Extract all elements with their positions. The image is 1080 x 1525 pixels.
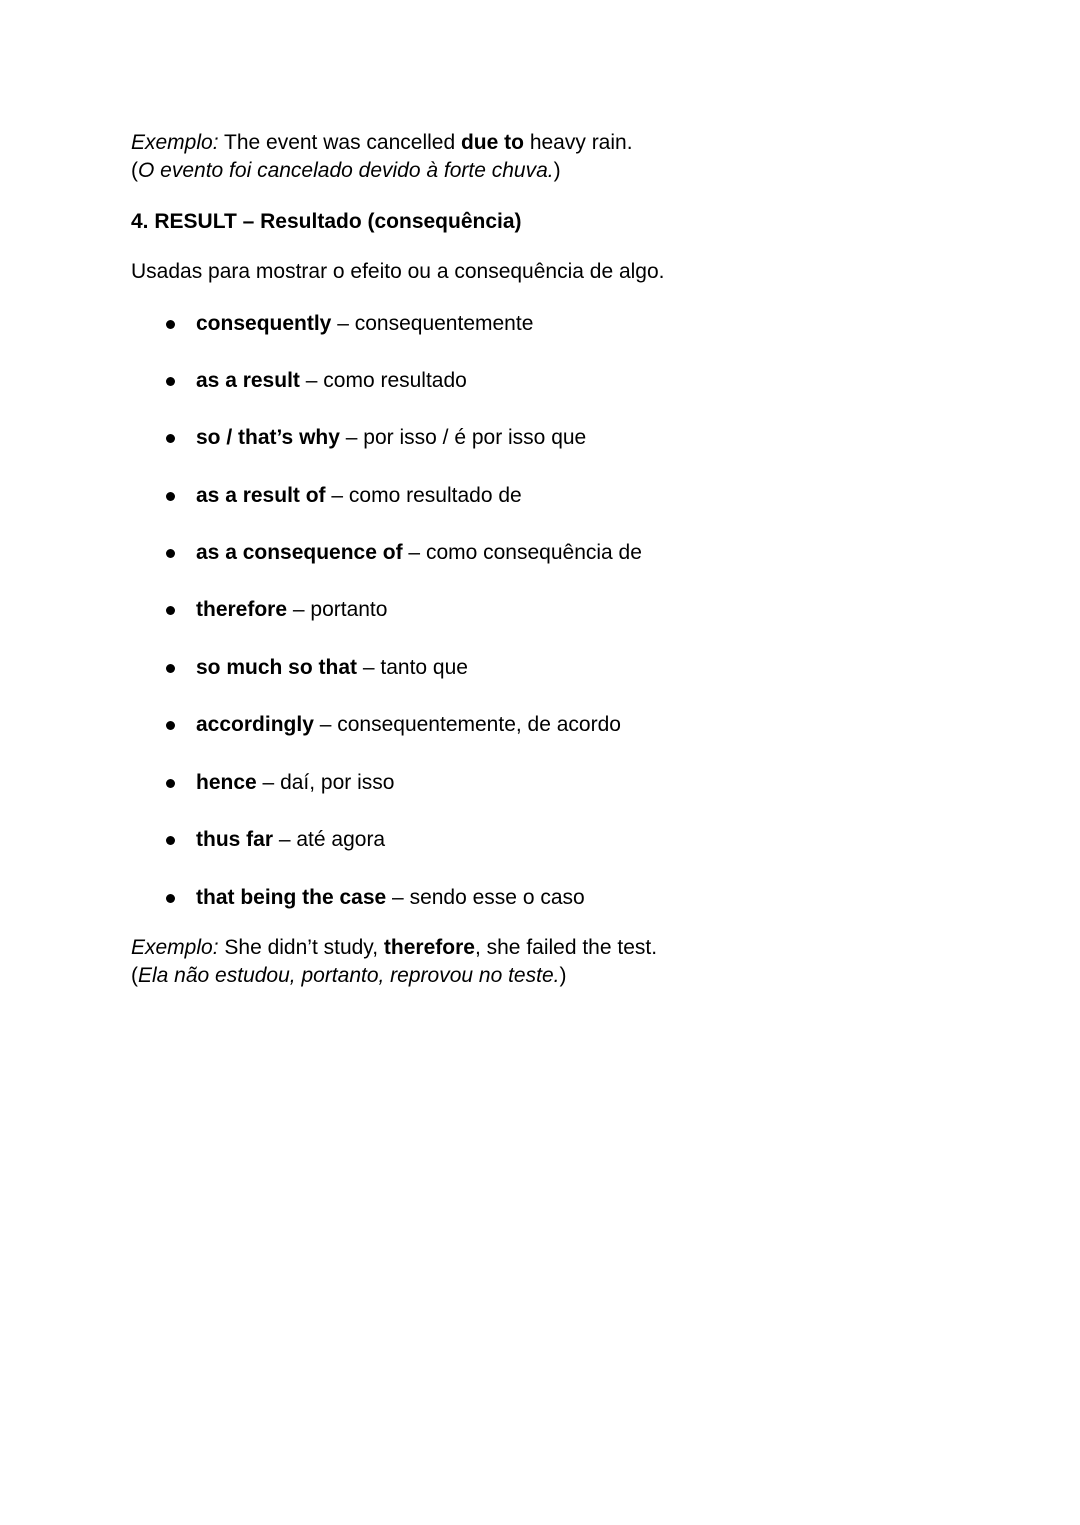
- meaning: sendo esse o caso: [409, 886, 585, 909]
- section-description: Usadas para mostrar o efeito ou a consequência de algo.: [131, 260, 665, 283]
- meaning: como resultado: [323, 369, 467, 392]
- term: accordingly: [196, 713, 314, 736]
- bullet-icon: [166, 434, 175, 443]
- term: thus far: [196, 828, 274, 851]
- meaning: daí, por isso: [280, 771, 395, 794]
- meaning: consequentemente: [354, 312, 534, 335]
- bullet-icon: [166, 721, 175, 730]
- example-label: Exemplo:: [131, 936, 219, 959]
- bullet-icon: [166, 836, 175, 845]
- example-translation-due-to: (O evento foi cancelado devido à forte chuva.): [131, 159, 561, 182]
- term: hence: [196, 771, 257, 794]
- meaning: portanto: [310, 598, 388, 621]
- term: as a result of: [196, 484, 326, 507]
- example-sentence-due-to: Exemplo: The event was cancelled due to heavy rain.: [131, 131, 633, 154]
- term: as a result: [196, 369, 300, 392]
- term: so much so that: [196, 656, 358, 679]
- meaning: tanto que: [380, 656, 468, 679]
- meaning: como consequência de: [425, 541, 642, 564]
- term: therefore: [196, 598, 288, 621]
- section-heading: 4. RESULT – Resultado (consequência): [131, 210, 522, 233]
- bullet-icon: [166, 606, 175, 615]
- meaning: por isso / é por isso que: [363, 426, 587, 449]
- meaning: como resultado de: [348, 484, 522, 507]
- bullet-icon: [166, 377, 175, 386]
- example-label: Exemplo:: [131, 131, 219, 154]
- bullet-icon: [166, 894, 175, 903]
- term: so / that’s why: [196, 426, 340, 449]
- bullet-icon: [166, 492, 175, 501]
- bullet-icon: [166, 664, 175, 673]
- bullet-icon: [166, 779, 175, 788]
- meaning: consequentemente, de acordo: [337, 713, 621, 736]
- term: that being the case: [196, 886, 387, 909]
- highlighted-term: therefore: [383, 936, 475, 959]
- bullet-icon: [166, 320, 175, 329]
- term: consequently: [196, 312, 332, 335]
- term: as a consequence of: [196, 541, 403, 564]
- meaning: até agora: [296, 828, 386, 851]
- example-sentence-therefore: Exemplo: She didn’t study, therefore, she failed the test.: [131, 936, 658, 959]
- bullet-icon: [166, 549, 175, 558]
- highlighted-term: due to: [460, 131, 524, 154]
- example-translation-therefore: (Ela não estudou, portanto, reprovou no teste.): [131, 964, 567, 987]
